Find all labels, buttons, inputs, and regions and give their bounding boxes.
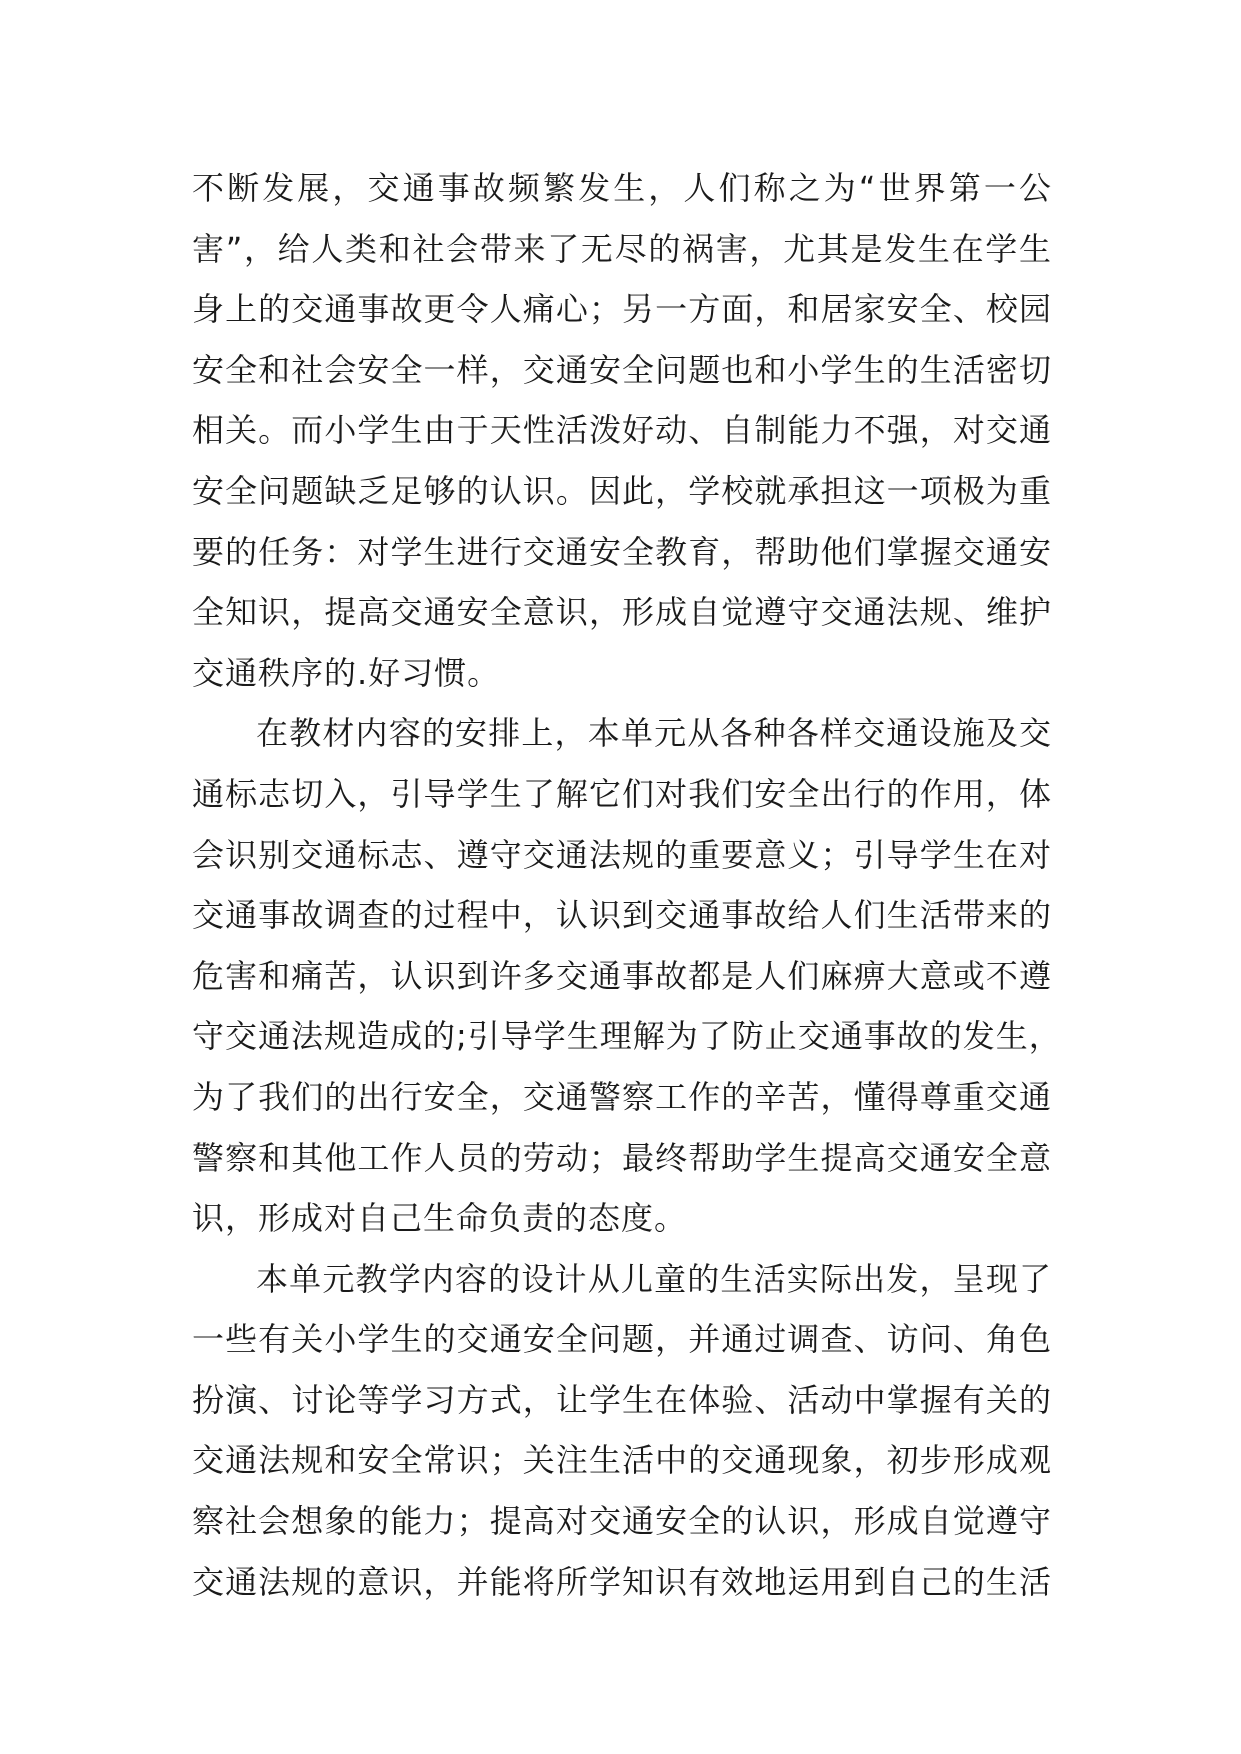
text-line: 警察和其他工作人员的劳动；最终帮助学生提高交通安全意 xyxy=(192,1138,1052,1177)
text-line: 危害和痛苦，认识到许多交通事故都是人们麻痹大意或不遵 xyxy=(192,956,1052,995)
text-line: 交通法规和安全常识；关注生活中的交通现象，初步形成观 xyxy=(192,1441,1052,1480)
paragraph-3 xyxy=(192,1249,1052,1613)
text-line: 要的任务：对学生进行交通安全教育，帮助他们掌握交通安 xyxy=(192,532,1052,571)
text-line: 会识别交通标志、遵守交通法规的重要意义；引导学生在对 xyxy=(192,835,1052,874)
text-line: 相关。而小学生由于天性活泼好动、自制能力不强，对交通 xyxy=(192,411,1052,450)
text-line: 身上的交通事故更令人痛心；另一方面，和居家安全、校园 xyxy=(192,290,1052,329)
paragraph-2 xyxy=(192,703,1062,1248)
document-body xyxy=(192,158,1062,1612)
text-line: 交通事故调查的过程中，认识到交通事故给人们生活带来的 xyxy=(192,896,1052,935)
text-line: 不断发展，交通事故频繁发生，人们称之为“世界第一公 xyxy=(192,169,1052,207)
text-line: 一些有关小学生的交通安全问题，并通过调查、访问、角色 xyxy=(192,1320,1052,1359)
text-line: 交通法规的意识，并能将所学知识有效地运用到自己的生活 xyxy=(192,1562,1052,1601)
text-line: 安全问题缺乏足够的认识。因此，学校就承担这一项极为重 xyxy=(192,471,1052,510)
text-line: 察社会想象的能力；提高对交通安全的认识，形成自觉遵守 xyxy=(192,1502,1052,1541)
text-line: 守交通法规造成的;引导学生理解为了防止交通事故的发生， xyxy=(192,1017,1062,1056)
text-line: 安全和社会安全一样，交通安全问题也和小学生的生活密切 xyxy=(192,350,1052,389)
text-line: 害”，给人类和社会带来了无尽的祸害，尤其是发生在学生 xyxy=(192,229,1052,268)
text-line: 在教材内容的安排上，本单元从各种各样交通设施及交 xyxy=(256,714,1052,753)
text-line: 为了我们的出行安全，交通警察工作的辛苦，懂得尊重交通 xyxy=(192,1077,1052,1116)
paragraph-1 xyxy=(192,158,1052,703)
text-line: 本单元教学内容的设计从儿童的生活实际出发，呈现了 xyxy=(256,1259,1052,1298)
text-line: 通标志切入，引导学生了解它们对我们安全出行的作用，体 xyxy=(192,774,1052,813)
text-line: 扮演、讨论等学习方式，让学生在体验、活动中掌握有关的 xyxy=(192,1380,1052,1419)
text-line: 识，形成对自己生命负责的态度。 xyxy=(192,1199,688,1238)
text-line: 全知识，提高交通安全意识，形成自觉遵守交通法规、维护 xyxy=(192,593,1052,632)
text-line: 交通秩序的.好习惯。 xyxy=(192,653,501,692)
